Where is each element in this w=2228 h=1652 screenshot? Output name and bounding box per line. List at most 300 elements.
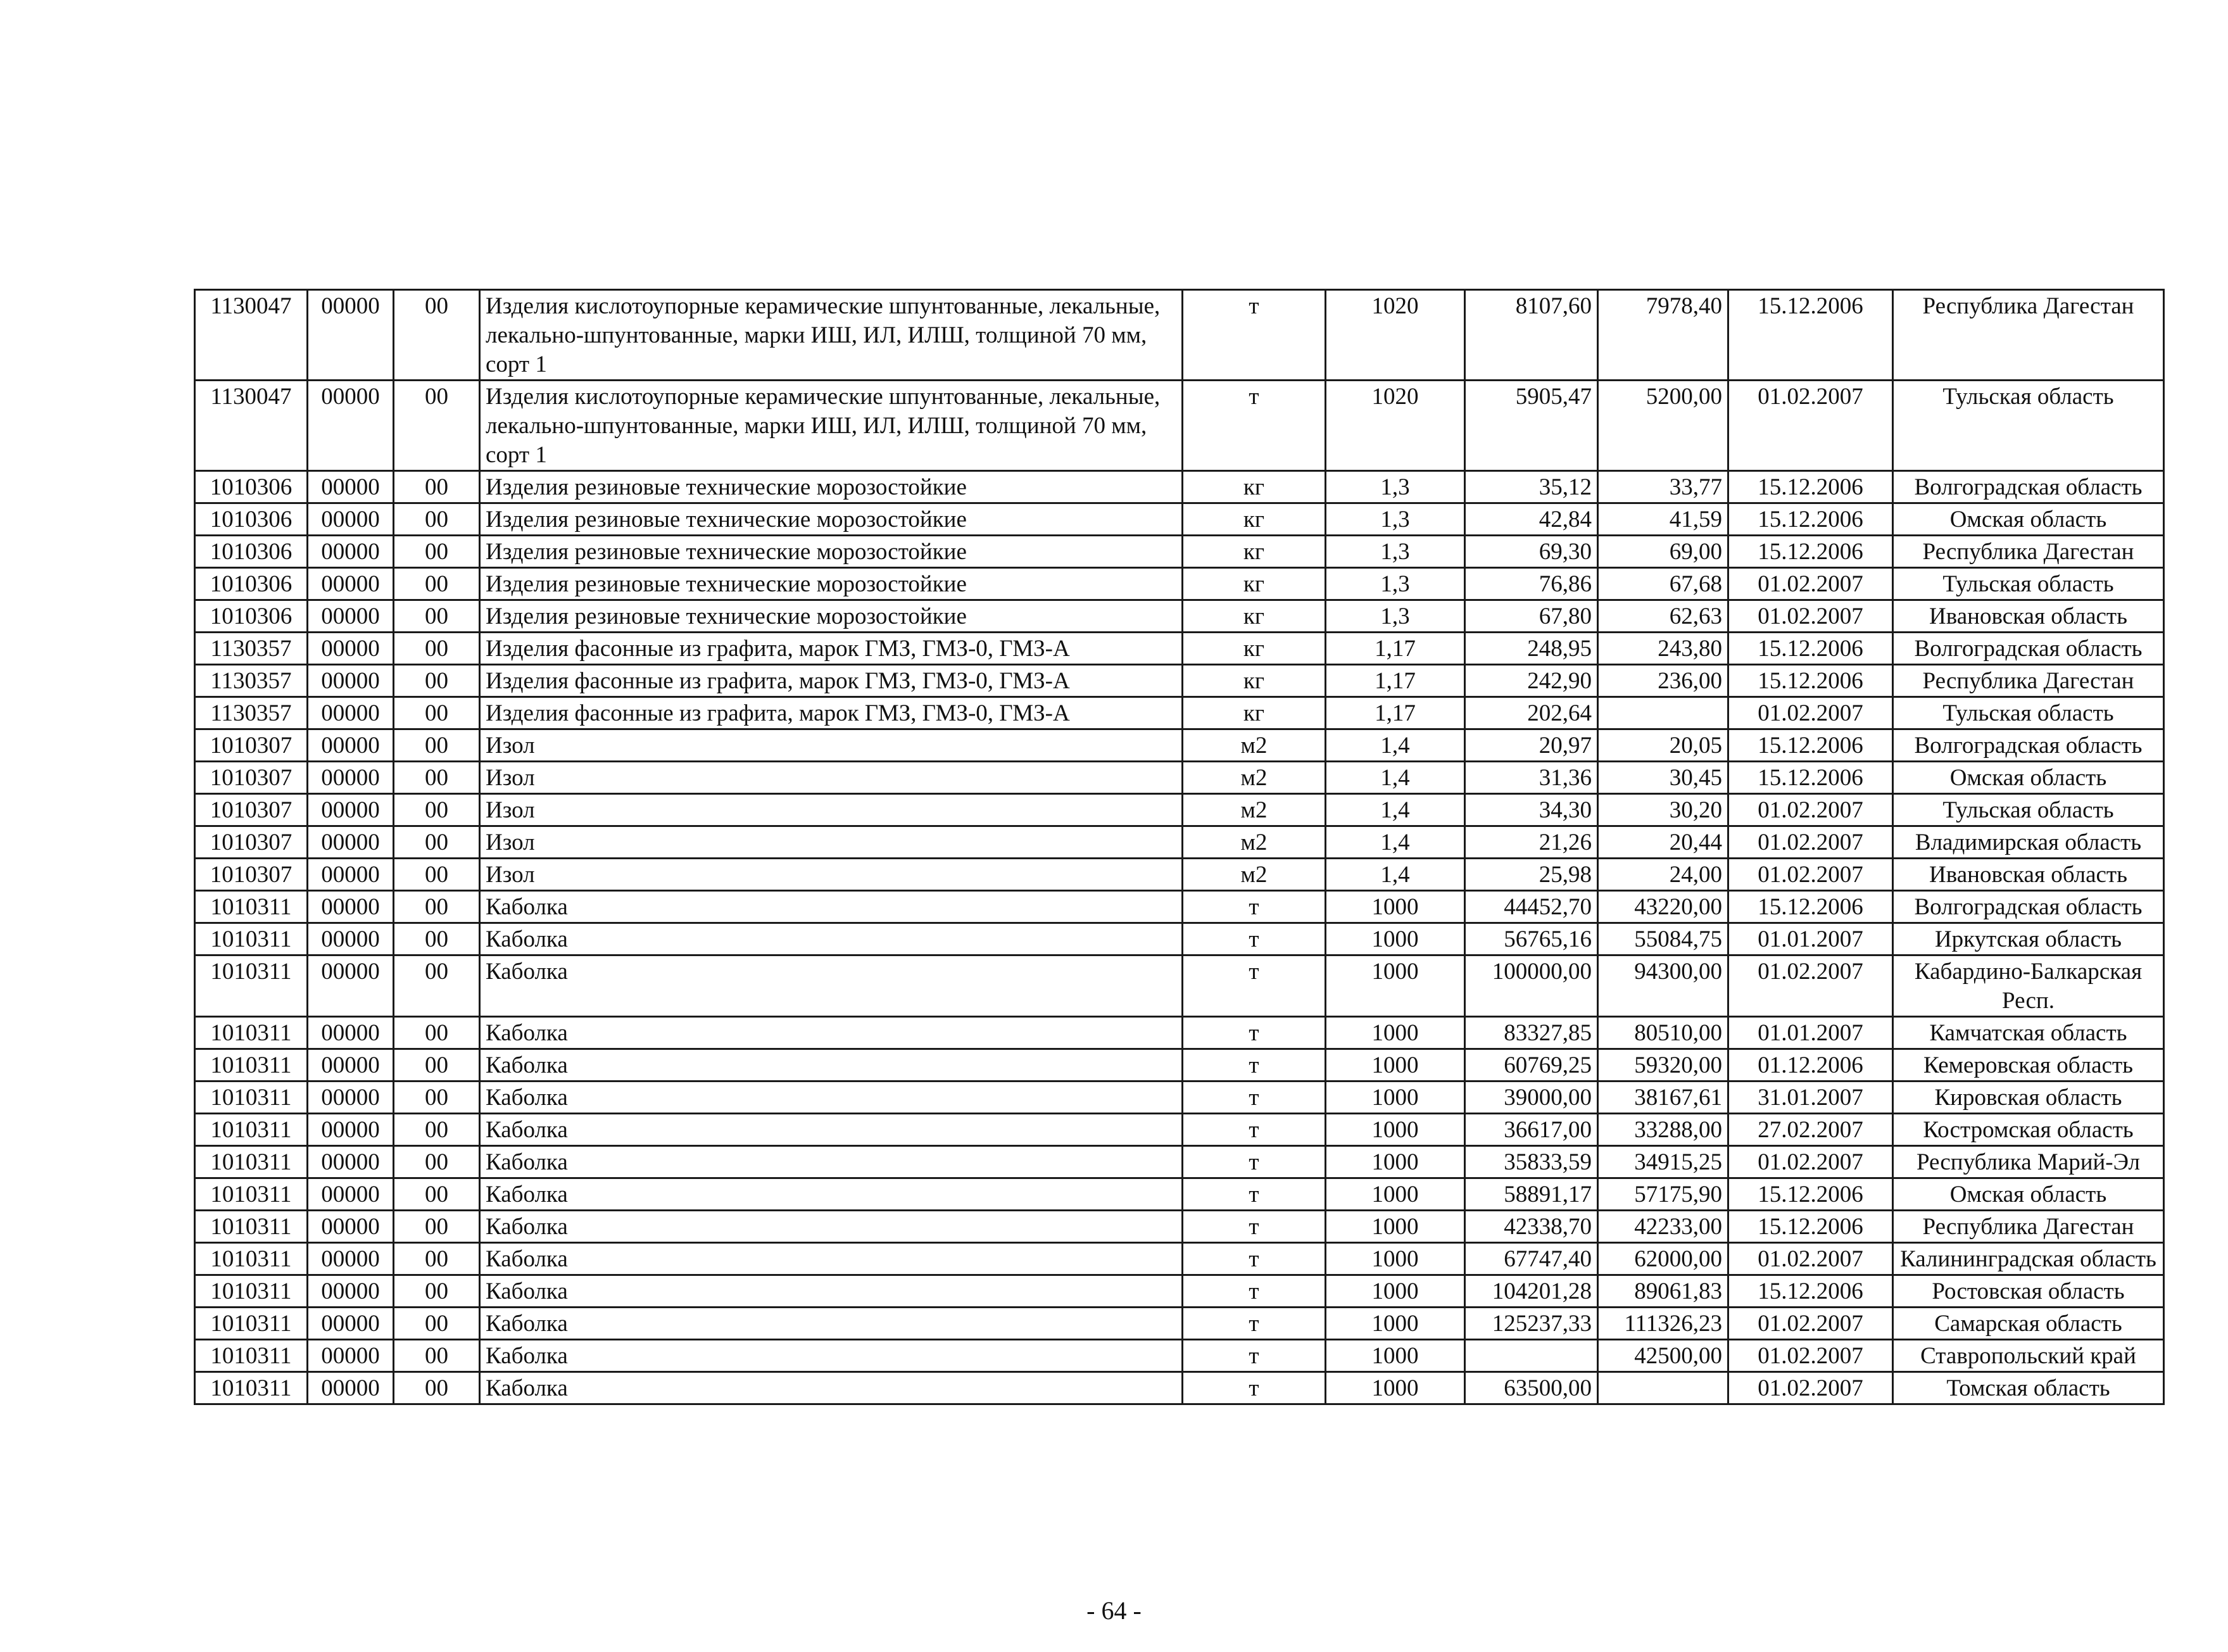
material-code-cell: 1010307 bbox=[195, 794, 308, 826]
date-cell: 01.02.2007 bbox=[1728, 794, 1893, 826]
version-cell: 00 bbox=[394, 1114, 480, 1146]
coefficient-cell: 1000 bbox=[1326, 1049, 1465, 1081]
material-name-cell: Каболка bbox=[480, 1081, 1183, 1114]
region-cell: Тульская область bbox=[1893, 794, 2164, 826]
page-number: - 64 - bbox=[1086, 1596, 1142, 1625]
table-row bbox=[195, 955, 2164, 1017]
material-code-cell: 1010307 bbox=[195, 762, 308, 794]
price-cell: 69,00 bbox=[1598, 536, 1728, 568]
version-cell: 00 bbox=[394, 1243, 480, 1275]
unit-cell: кг bbox=[1183, 665, 1326, 697]
version-cell: 00 bbox=[394, 1308, 480, 1340]
material-code-cell: 1130047 bbox=[195, 381, 308, 471]
unit-cell: м2 bbox=[1183, 859, 1326, 891]
unit-cell: т bbox=[1183, 1081, 1326, 1114]
unit-cell: т bbox=[1183, 891, 1326, 923]
price-cell: 38167,61 bbox=[1598, 1081, 1728, 1114]
subcode-cell: 00000 bbox=[308, 1275, 394, 1308]
price-cell: 42338,70 bbox=[1465, 1211, 1598, 1243]
material-code-cell: 1010307 bbox=[195, 859, 308, 891]
unit-cell: т bbox=[1183, 923, 1326, 955]
table-row bbox=[195, 697, 2164, 729]
subcode-cell: 00000 bbox=[308, 955, 394, 1017]
material-name-cell: Изделия фасонные из графита, марок ГМЗ, ГМЗ-0, ГМЗ-А bbox=[480, 665, 1183, 697]
date-cell: 27.02.2007 bbox=[1728, 1114, 1893, 1146]
price-cell: 42,84 bbox=[1465, 503, 1598, 536]
version-cell: 00 bbox=[394, 1372, 480, 1404]
region-cell: Ростовская область bbox=[1893, 1275, 2164, 1308]
version-cell: 00 bbox=[394, 600, 480, 633]
date-cell: 01.02.2007 bbox=[1728, 600, 1893, 633]
price-cell: 67,80 bbox=[1465, 600, 1598, 633]
subcode-cell: 00000 bbox=[308, 665, 394, 697]
price-cell: 111326,23 bbox=[1598, 1308, 1728, 1340]
price-cell: 34915,25 bbox=[1598, 1146, 1728, 1178]
material-name-cell: Изделия резиновые технические морозостойкие bbox=[480, 471, 1183, 503]
price-cell: 24,00 bbox=[1598, 859, 1728, 891]
material-name-cell: Каболка bbox=[480, 1243, 1183, 1275]
price-cell: 55084,75 bbox=[1598, 923, 1728, 955]
date-cell: 01.02.2007 bbox=[1728, 826, 1893, 859]
material-name-cell: Каболка bbox=[480, 1114, 1183, 1146]
material-name-cell: Изол bbox=[480, 826, 1183, 859]
table-row bbox=[195, 471, 2164, 503]
material-code-cell: 1010311 bbox=[195, 1211, 308, 1243]
subcode-cell: 00000 bbox=[308, 859, 394, 891]
table-row bbox=[195, 923, 2164, 955]
version-cell: 00 bbox=[394, 826, 480, 859]
subcode-cell: 00000 bbox=[308, 290, 394, 381]
coefficient-cell: 1020 bbox=[1326, 290, 1465, 381]
material-name-cell: Изделия резиновые технические морозостойкие bbox=[480, 503, 1183, 536]
date-cell: 01.02.2007 bbox=[1728, 859, 1893, 891]
material-name-cell: Каболка bbox=[480, 891, 1183, 923]
version-cell: 00 bbox=[394, 471, 480, 503]
price-cell: 8107,60 bbox=[1465, 290, 1598, 381]
price-cell: 248,95 bbox=[1465, 633, 1598, 665]
coefficient-cell: 1000 bbox=[1326, 1372, 1465, 1404]
material-code-cell: 1010306 bbox=[195, 568, 308, 600]
version-cell: 00 bbox=[394, 665, 480, 697]
unit-cell: кг bbox=[1183, 568, 1326, 600]
table-row bbox=[195, 1017, 2164, 1049]
table-row bbox=[195, 536, 2164, 568]
price-cell: 20,97 bbox=[1465, 729, 1598, 762]
region-cell: Волгоградская область bbox=[1893, 729, 2164, 762]
price-cell: 21,26 bbox=[1465, 826, 1598, 859]
coefficient-cell: 1,3 bbox=[1326, 568, 1465, 600]
version-cell: 00 bbox=[394, 729, 480, 762]
region-cell: Кемеровская область bbox=[1893, 1049, 2164, 1081]
version-cell: 00 bbox=[394, 1017, 480, 1049]
version-cell: 00 bbox=[394, 381, 480, 471]
version-cell: 00 bbox=[394, 955, 480, 1017]
date-cell: 15.12.2006 bbox=[1728, 290, 1893, 381]
date-cell: 15.12.2006 bbox=[1728, 1275, 1893, 1308]
region-cell: Иркутская область bbox=[1893, 923, 2164, 955]
material-code-cell: 1010311 bbox=[195, 1178, 308, 1211]
unit-cell: т bbox=[1183, 381, 1326, 471]
version-cell: 00 bbox=[394, 859, 480, 891]
material-name-cell: Изол bbox=[480, 859, 1183, 891]
price-cell: 89061,83 bbox=[1598, 1275, 1728, 1308]
unit-cell: т bbox=[1183, 1178, 1326, 1211]
price-cell: 42500,00 bbox=[1598, 1340, 1728, 1372]
coefficient-cell: 1000 bbox=[1326, 1308, 1465, 1340]
price-cell: 104201,28 bbox=[1465, 1275, 1598, 1308]
region-cell: Калининградская область bbox=[1893, 1243, 2164, 1275]
material-code-cell: 1010306 bbox=[195, 600, 308, 633]
subcode-cell: 00000 bbox=[308, 633, 394, 665]
coefficient-cell: 1,17 bbox=[1326, 697, 1465, 729]
price-cell: 44452,70 bbox=[1465, 891, 1598, 923]
material-code-cell: 1010311 bbox=[195, 1275, 308, 1308]
region-cell: Кабардино-Балкарская Респ. bbox=[1893, 955, 2164, 1017]
coefficient-cell: 1,3 bbox=[1326, 471, 1465, 503]
subcode-cell: 00000 bbox=[308, 1114, 394, 1146]
table-row bbox=[195, 1243, 2164, 1275]
version-cell: 00 bbox=[394, 568, 480, 600]
subcode-cell: 00000 bbox=[308, 729, 394, 762]
version-cell: 00 bbox=[394, 762, 480, 794]
table-row bbox=[195, 762, 2164, 794]
version-cell: 00 bbox=[394, 794, 480, 826]
date-cell: 01.02.2007 bbox=[1728, 955, 1893, 1017]
subcode-cell: 00000 bbox=[308, 536, 394, 568]
region-cell: Волгоградская область bbox=[1893, 633, 2164, 665]
region-cell: Камчатская область bbox=[1893, 1017, 2164, 1049]
material-code-cell: 1010311 bbox=[195, 1372, 308, 1404]
date-cell: 15.12.2006 bbox=[1728, 503, 1893, 536]
material-name-cell: Каболка bbox=[480, 1049, 1183, 1081]
date-cell: 01.02.2007 bbox=[1728, 1243, 1893, 1275]
price-cell: 5200,00 bbox=[1598, 381, 1728, 471]
subcode-cell: 00000 bbox=[308, 1049, 394, 1081]
unit-cell: т bbox=[1183, 1243, 1326, 1275]
unit-cell: м2 bbox=[1183, 762, 1326, 794]
price-cell: 31,36 bbox=[1465, 762, 1598, 794]
unit-cell: т bbox=[1183, 1275, 1326, 1308]
table-row bbox=[195, 1114, 2164, 1146]
coefficient-cell: 1,4 bbox=[1326, 762, 1465, 794]
price-cell: 25,98 bbox=[1465, 859, 1598, 891]
table-row bbox=[195, 891, 2164, 923]
table-row bbox=[195, 1372, 2164, 1404]
subcode-cell: 00000 bbox=[308, 600, 394, 633]
coefficient-cell: 1000 bbox=[1326, 1017, 1465, 1049]
region-cell: Владимирская область bbox=[1893, 826, 2164, 859]
price-cell: 33288,00 bbox=[1598, 1114, 1728, 1146]
date-cell: 01.02.2007 bbox=[1728, 1340, 1893, 1372]
region-cell: Республика Дагестан bbox=[1893, 665, 2164, 697]
material-code-cell: 1010311 bbox=[195, 1017, 308, 1049]
price-cell: 69,30 bbox=[1465, 536, 1598, 568]
table-row bbox=[195, 665, 2164, 697]
material-name-cell: Каболка bbox=[480, 1017, 1183, 1049]
date-cell: 15.12.2006 bbox=[1728, 633, 1893, 665]
price-cell: 67747,40 bbox=[1465, 1243, 1598, 1275]
material-code-cell: 1010311 bbox=[195, 1243, 308, 1275]
subcode-cell: 00000 bbox=[308, 1146, 394, 1178]
date-cell: 01.02.2007 bbox=[1728, 568, 1893, 600]
material-name-cell: Изделия резиновые технические морозостойкие bbox=[480, 600, 1183, 633]
unit-cell: м2 bbox=[1183, 826, 1326, 859]
unit-cell: м2 bbox=[1183, 794, 1326, 826]
table-row bbox=[195, 1308, 2164, 1340]
version-cell: 00 bbox=[394, 1146, 480, 1178]
date-cell: 15.12.2006 bbox=[1728, 891, 1893, 923]
coefficient-cell: 1,17 bbox=[1326, 665, 1465, 697]
version-cell: 00 bbox=[394, 290, 480, 381]
price-cell: 39000,00 bbox=[1465, 1081, 1598, 1114]
coefficient-cell: 1000 bbox=[1326, 955, 1465, 1017]
price-cell: 56765,16 bbox=[1465, 923, 1598, 955]
date-cell: 01.02.2007 bbox=[1728, 1146, 1893, 1178]
subcode-cell: 00000 bbox=[308, 1081, 394, 1114]
price-cell: 7978,40 bbox=[1598, 290, 1728, 381]
date-cell: 15.12.2006 bbox=[1728, 1211, 1893, 1243]
subcode-cell: 00000 bbox=[308, 381, 394, 471]
table-row bbox=[195, 600, 2164, 633]
version-cell: 00 bbox=[394, 633, 480, 665]
coefficient-cell: 1000 bbox=[1326, 1211, 1465, 1243]
version-cell: 00 bbox=[394, 697, 480, 729]
table-row bbox=[195, 1275, 2164, 1308]
date-cell: 01.02.2007 bbox=[1728, 697, 1893, 729]
material-name-cell: Изделия фасонные из графита, марок ГМЗ, ГМЗ-0, ГМЗ-А bbox=[480, 633, 1183, 665]
date-cell: 01.02.2007 bbox=[1728, 1372, 1893, 1404]
price-cell bbox=[1598, 697, 1728, 729]
table-row bbox=[195, 826, 2164, 859]
price-cell: 43220,00 bbox=[1598, 891, 1728, 923]
version-cell: 00 bbox=[394, 1178, 480, 1211]
material-code-cell: 1010311 bbox=[195, 1340, 308, 1372]
price-cell: 42233,00 bbox=[1598, 1211, 1728, 1243]
version-cell: 00 bbox=[394, 1081, 480, 1114]
table-row bbox=[195, 1178, 2164, 1211]
coefficient-cell: 1000 bbox=[1326, 1275, 1465, 1308]
price-cell: 125237,33 bbox=[1465, 1308, 1598, 1340]
unit-cell: кг bbox=[1183, 600, 1326, 633]
unit-cell: т bbox=[1183, 1017, 1326, 1049]
price-cell: 242,90 bbox=[1465, 665, 1598, 697]
version-cell: 00 bbox=[394, 503, 480, 536]
region-cell: Самарская область bbox=[1893, 1308, 2164, 1340]
material-name-cell: Изол bbox=[480, 794, 1183, 826]
coefficient-cell: 1,4 bbox=[1326, 794, 1465, 826]
subcode-cell: 00000 bbox=[308, 1308, 394, 1340]
coefficient-cell: 1000 bbox=[1326, 1178, 1465, 1211]
price-cell: 63500,00 bbox=[1465, 1372, 1598, 1404]
region-cell: Республика Дагестан bbox=[1893, 536, 2164, 568]
price-cell: 94300,00 bbox=[1598, 955, 1728, 1017]
material-code-cell: 1010311 bbox=[195, 1146, 308, 1178]
region-cell: Волгоградская область bbox=[1893, 471, 2164, 503]
version-cell: 00 bbox=[394, 1340, 480, 1372]
date-cell: 15.12.2006 bbox=[1728, 471, 1893, 503]
material-code-cell: 1010311 bbox=[195, 955, 308, 1017]
unit-cell: кг bbox=[1183, 697, 1326, 729]
subcode-cell: 00000 bbox=[308, 1017, 394, 1049]
material-name-cell: Каболка bbox=[480, 955, 1183, 1017]
unit-cell: т bbox=[1183, 1049, 1326, 1081]
material-code-cell: 1010306 bbox=[195, 471, 308, 503]
price-cell: 35833,59 bbox=[1465, 1146, 1598, 1178]
table-row bbox=[195, 1049, 2164, 1081]
material-name-cell: Изделия резиновые технические морозостойкие bbox=[480, 536, 1183, 568]
price-cell: 30,45 bbox=[1598, 762, 1728, 794]
date-cell: 01.12.2006 bbox=[1728, 1049, 1893, 1081]
table-row bbox=[195, 859, 2164, 891]
table-row bbox=[195, 633, 2164, 665]
region-cell: Омская область bbox=[1893, 503, 2164, 536]
unit-cell: кг bbox=[1183, 633, 1326, 665]
region-cell: Ставропольский край bbox=[1893, 1340, 2164, 1372]
price-cell: 35,12 bbox=[1465, 471, 1598, 503]
region-cell: Республика Марий-Эл bbox=[1893, 1146, 2164, 1178]
price-cell: 57175,90 bbox=[1598, 1178, 1728, 1211]
coefficient-cell: 1000 bbox=[1326, 1243, 1465, 1275]
table-row bbox=[195, 1146, 2164, 1178]
date-cell: 01.01.2007 bbox=[1728, 923, 1893, 955]
material-name-cell: Изол bbox=[480, 762, 1183, 794]
subcode-cell: 00000 bbox=[308, 1243, 394, 1275]
region-cell: Волгоградская область bbox=[1893, 891, 2164, 923]
material-name-cell: Изделия фасонные из графита, марок ГМЗ, ГМЗ-0, ГМЗ-А bbox=[480, 697, 1183, 729]
material-name-cell: Каболка bbox=[480, 1372, 1183, 1404]
material-name-cell: Изделия кислотоупорные керамические шпунтованные, лекальные, лекально-шпунтованные, марки ИШ, ИЛ, ИЛШ, толщиной 70 мм, сорт 1 bbox=[480, 381, 1183, 471]
unit-cell: т bbox=[1183, 1114, 1326, 1146]
price-cell: 67,68 bbox=[1598, 568, 1728, 600]
coefficient-cell: 1000 bbox=[1326, 1081, 1465, 1114]
unit-cell: м2 bbox=[1183, 729, 1326, 762]
unit-cell: кг bbox=[1183, 536, 1326, 568]
coefficient-cell: 1,3 bbox=[1326, 600, 1465, 633]
unit-cell: т bbox=[1183, 1211, 1326, 1243]
region-cell: Костромская область bbox=[1893, 1114, 2164, 1146]
table-row bbox=[195, 1211, 2164, 1243]
coefficient-cell: 1000 bbox=[1326, 891, 1465, 923]
date-cell: 01.01.2007 bbox=[1728, 1017, 1893, 1049]
price-cell: 76,86 bbox=[1465, 568, 1598, 600]
coefficient-cell: 1000 bbox=[1326, 1114, 1465, 1146]
date-cell: 15.12.2006 bbox=[1728, 1178, 1893, 1211]
version-cell: 00 bbox=[394, 1049, 480, 1081]
region-cell: Томская область bbox=[1893, 1372, 2164, 1404]
table-row bbox=[195, 1081, 2164, 1114]
unit-cell: кг bbox=[1183, 471, 1326, 503]
table-row bbox=[195, 729, 2164, 762]
subcode-cell: 00000 bbox=[308, 568, 394, 600]
date-cell: 01.02.2007 bbox=[1728, 381, 1893, 471]
coefficient-cell: 1,3 bbox=[1326, 503, 1465, 536]
unit-cell: т bbox=[1183, 1340, 1326, 1372]
subcode-cell: 00000 bbox=[308, 794, 394, 826]
material-name-cell: Каболка bbox=[480, 1308, 1183, 1340]
subcode-cell: 00000 bbox=[308, 1211, 394, 1243]
price-cell: 41,59 bbox=[1598, 503, 1728, 536]
coefficient-cell: 1000 bbox=[1326, 1340, 1465, 1372]
material-code-cell: 1010311 bbox=[195, 1081, 308, 1114]
material-name-cell: Каболка bbox=[480, 1211, 1183, 1243]
price-cell: 36617,00 bbox=[1465, 1114, 1598, 1146]
price-cell: 80510,00 bbox=[1598, 1017, 1728, 1049]
region-cell: Кировская область bbox=[1893, 1081, 2164, 1114]
unit-cell: т bbox=[1183, 1372, 1326, 1404]
material-code-cell: 1010307 bbox=[195, 729, 308, 762]
version-cell: 00 bbox=[394, 536, 480, 568]
unit-cell: т bbox=[1183, 1146, 1326, 1178]
material-name-cell: Изол bbox=[480, 729, 1183, 762]
subcode-cell: 00000 bbox=[308, 1340, 394, 1372]
material-name-cell: Изделия кислотоупорные керамические шпунтованные, лекальные, лекально-шпунтованные, марки ИШ, ИЛ, ИЛШ, толщиной 70 мм, сорт 1 bbox=[480, 290, 1183, 381]
price-cell: 100000,00 bbox=[1465, 955, 1598, 1017]
coefficient-cell: 1,4 bbox=[1326, 826, 1465, 859]
material-code-cell: 1010311 bbox=[195, 1308, 308, 1340]
price-cell: 243,80 bbox=[1598, 633, 1728, 665]
price-cell: 60769,25 bbox=[1465, 1049, 1598, 1081]
subcode-cell: 00000 bbox=[308, 762, 394, 794]
price-cell: 62,63 bbox=[1598, 600, 1728, 633]
date-cell: 15.12.2006 bbox=[1728, 536, 1893, 568]
price-cell: 20,05 bbox=[1598, 729, 1728, 762]
table-row bbox=[195, 503, 2164, 536]
material-name-cell: Изделия резиновые технические морозостойкие bbox=[480, 568, 1183, 600]
price-cell bbox=[1465, 1340, 1598, 1372]
coefficient-cell: 1020 bbox=[1326, 381, 1465, 471]
material-code-cell: 1010311 bbox=[195, 891, 308, 923]
unit-cell: т bbox=[1183, 290, 1326, 381]
subcode-cell: 00000 bbox=[308, 503, 394, 536]
price-cell: 5905,47 bbox=[1465, 381, 1598, 471]
price-cell: 62000,00 bbox=[1598, 1243, 1728, 1275]
subcode-cell: 00000 bbox=[308, 891, 394, 923]
subcode-cell: 00000 bbox=[308, 697, 394, 729]
material-code-cell: 1010307 bbox=[195, 826, 308, 859]
region-cell: Республика Дагестан bbox=[1893, 290, 2164, 381]
material-name-cell: Каболка bbox=[480, 1275, 1183, 1308]
region-cell: Омская область bbox=[1893, 1178, 2164, 1211]
date-cell: 01.02.2007 bbox=[1728, 1308, 1893, 1340]
price-table-body bbox=[195, 290, 2164, 1404]
subcode-cell: 00000 bbox=[308, 1178, 394, 1211]
region-cell: Тульская область bbox=[1893, 381, 2164, 471]
date-cell: 15.12.2006 bbox=[1728, 665, 1893, 697]
region-cell: Республика Дагестан bbox=[1893, 1211, 2164, 1243]
date-cell: 15.12.2006 bbox=[1728, 729, 1893, 762]
unit-cell: т bbox=[1183, 955, 1326, 1017]
material-code-cell: 1130047 bbox=[195, 290, 308, 381]
price-cell: 33,77 bbox=[1598, 471, 1728, 503]
material-name-cell: Каболка bbox=[480, 1146, 1183, 1178]
price-cell: 58891,17 bbox=[1465, 1178, 1598, 1211]
material-code-cell: 1010311 bbox=[195, 1114, 308, 1146]
price-cell: 83327,85 bbox=[1465, 1017, 1598, 1049]
material-code-cell: 1130357 bbox=[195, 633, 308, 665]
price-cell: 20,44 bbox=[1598, 826, 1728, 859]
region-cell: Ивановская область bbox=[1893, 600, 2164, 633]
material-name-cell: Каболка bbox=[480, 923, 1183, 955]
unit-cell: т bbox=[1183, 1308, 1326, 1340]
coefficient-cell: 1,4 bbox=[1326, 729, 1465, 762]
price-table bbox=[194, 289, 2165, 1405]
region-cell: Ивановская область bbox=[1893, 859, 2164, 891]
material-name-cell: Каболка bbox=[480, 1178, 1183, 1211]
version-cell: 00 bbox=[394, 1211, 480, 1243]
price-cell bbox=[1598, 1372, 1728, 1404]
price-cell: 59320,00 bbox=[1598, 1049, 1728, 1081]
material-code-cell: 1010311 bbox=[195, 923, 308, 955]
